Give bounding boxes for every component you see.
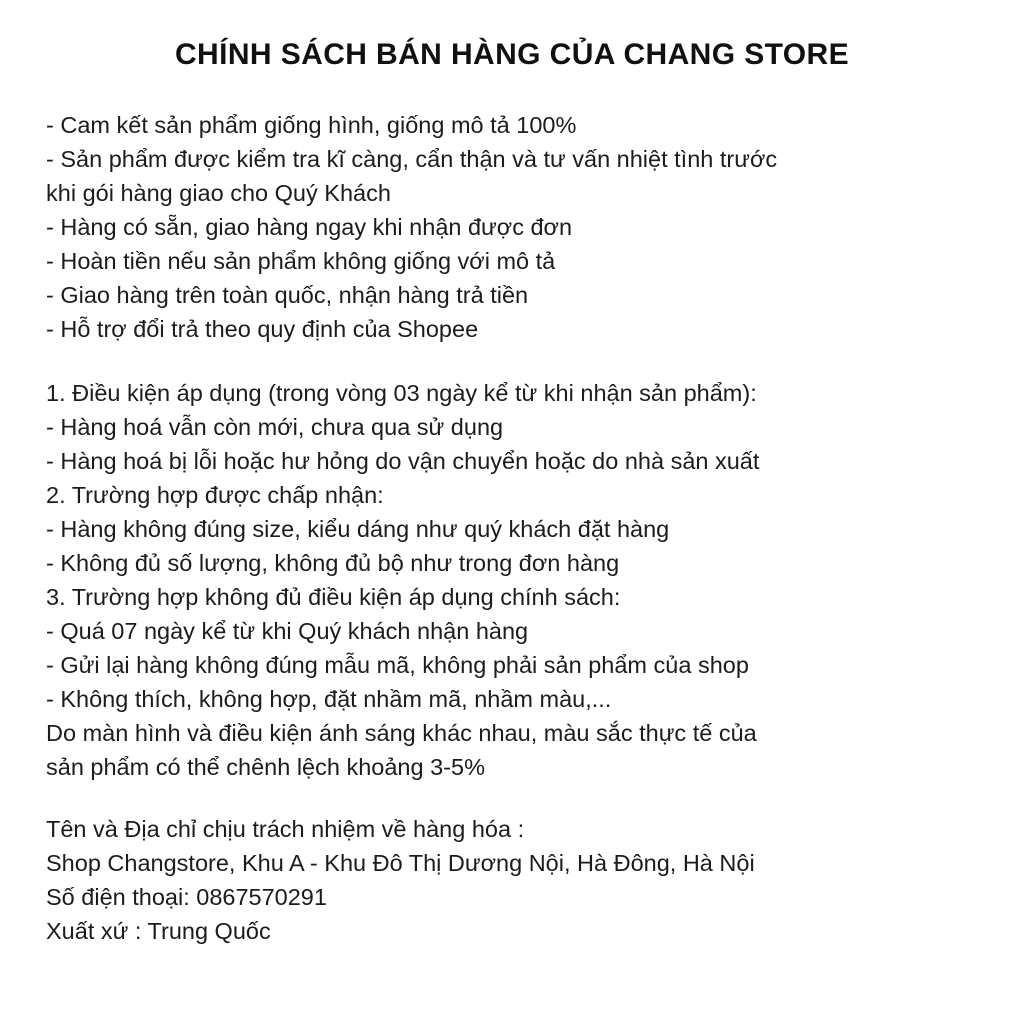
page-title: CHÍNH SÁCH BÁN HÀNG CỦA CHANG STORE: [174, 38, 849, 71]
responsibility-line: Số điện thoại: 0867570291: [46, 884, 327, 910]
responsibility-section: [46, 812, 978, 948]
condition-line: - Hàng hoá vẫn còn mới, chưa qua sử dụng: [46, 414, 504, 440]
commitment-line: - Cam kết sản phẩm giống hình, giống mô tả 100%: [46, 112, 577, 138]
condition-line: 3. Trường hợp không đủ điều kiện áp dụng chính sách:: [46, 584, 621, 610]
condition-line: - Hàng không đúng size, kiểu dáng như quý khách đặt hàng: [46, 516, 670, 542]
commitment-line: - Giao hàng trên toàn quốc, nhận hàng trả tiền: [46, 282, 529, 308]
commitment-line: khi gói hàng giao cho Quý Khách: [46, 180, 391, 206]
commitments-section: [46, 108, 978, 346]
condition-line: - Không đủ số lượng, không đủ bộ như trong đơn hàng: [46, 550, 620, 576]
conditions-section: [46, 376, 978, 784]
responsibility-line: Shop Changstore, Khu A - Khu Đô Thị Dương Nội, Hà Đông, Hà Nội: [46, 850, 755, 876]
condition-line: 1. Điều kiện áp dụng (trong vòng 03 ngày kể từ khi nhận sản phẩm):: [46, 380, 757, 406]
commitment-line: - Hàng có sẵn, giao hàng ngay khi nhận được đơn: [46, 214, 573, 240]
section-divider: [46, 784, 978, 812]
condition-line: sản phẩm có thể chênh lệch khoảng 3-5%: [46, 754, 485, 780]
condition-line: - Quá 07 ngày kể từ khi Quý khách nhận hàng: [46, 618, 529, 644]
responsibility-line: Xuất xứ : Trung Quốc: [46, 918, 271, 944]
condition-line: 2. Trường hợp được chấp nhận:: [46, 482, 384, 508]
commitment-line: - Sản phẩm được kiểm tra kĩ càng, cẩn thận và tư vấn nhiệt tình trước: [46, 146, 778, 172]
condition-line: Do màn hình và điều kiện ánh sáng khác nhau, màu sắc thực tế của: [46, 720, 757, 746]
condition-line: - Không thích, không hợp, đặt nhầm mã, nhầm màu,...: [46, 686, 612, 712]
section-divider: [46, 346, 978, 376]
commitment-line: - Hỗ trợ đổi trả theo quy định của Shopee: [46, 316, 479, 342]
condition-line: - Hàng hoá bị lỗi hoặc hư hỏng do vận chuyển hoặc do nhà sản xuất: [46, 448, 760, 474]
responsibility-line: Tên và Địa chỉ chịu trách nhiệm về hàng hóa :: [46, 816, 525, 842]
commitment-line: - Hoàn tiền nếu sản phẩm không giống với mô tả: [46, 248, 556, 274]
condition-line: - Gửi lại hàng không đúng mẫu mã, không phải sản phẩm của shop: [46, 652, 749, 678]
